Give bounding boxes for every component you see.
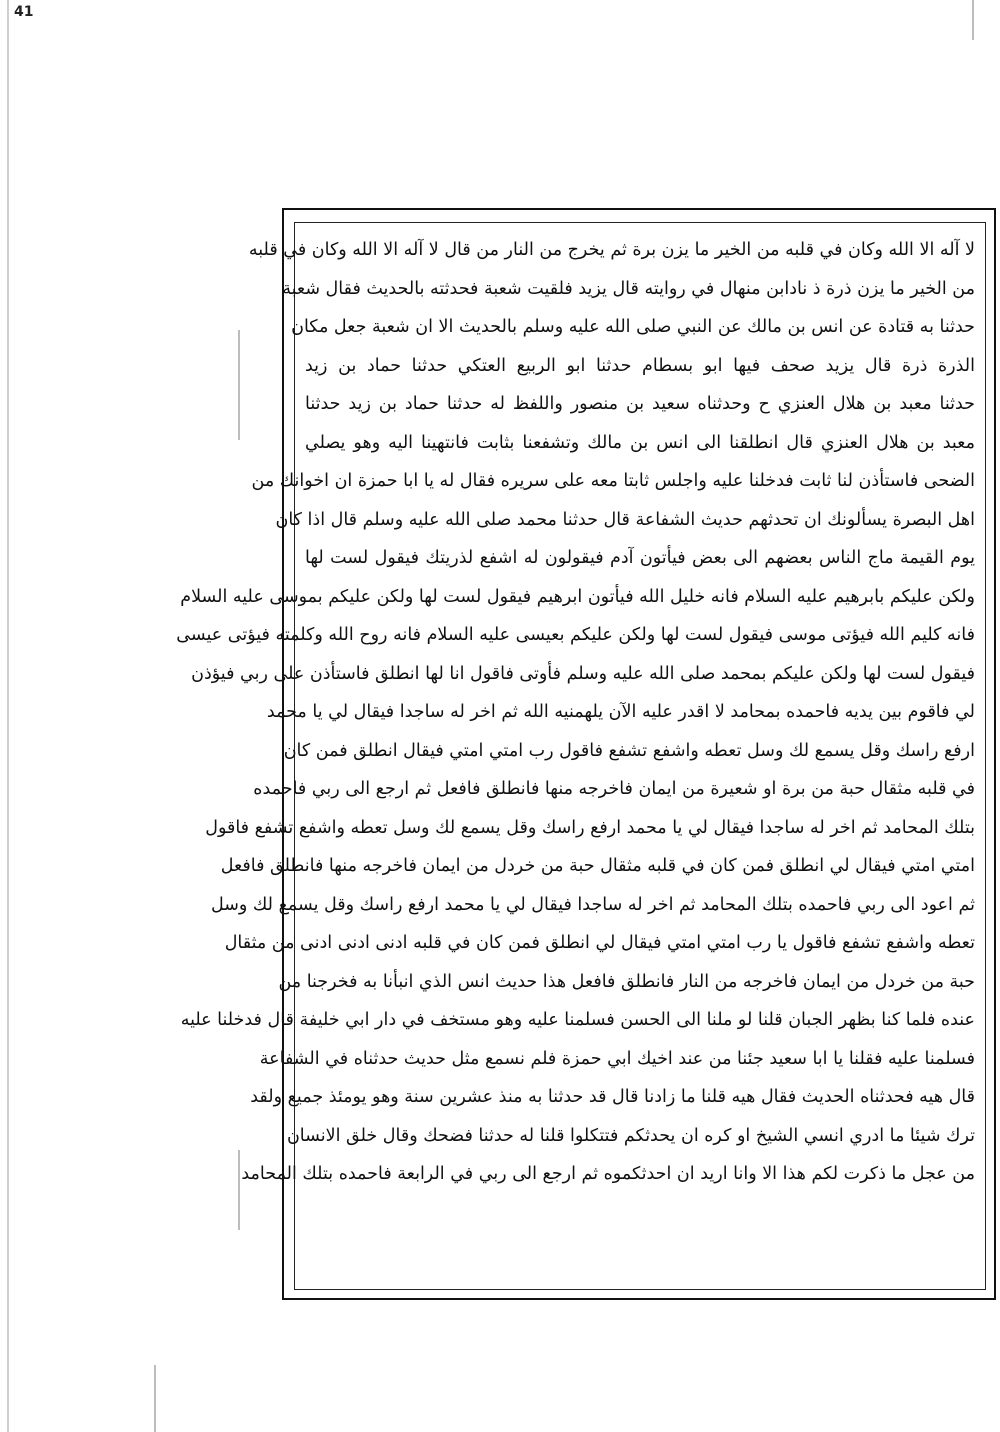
manuscript-line: لا آله الا الله وكان في قلبه من الخير ما يزن برة ثم يخرج من النار من قال لا آله الا الله وكان في قلبه — [248, 240, 975, 260]
manuscript-line: اهل البصرة يسألونك ان تحدثهم حديث الشفاعة قال حدثنا محمد صلى الله عليه وسلم قال اذا كان — [275, 509, 975, 530]
manuscript-line: فانه كليم الله فيؤتى موسى فيقول لست لها ولكن عليكم بعيسى عليه السلام فانه روح الله وكلمته فيؤتى عيسى — [176, 625, 975, 645]
manuscript-line: حدثنا به قتادة عن انس بن مالك عن النبي صلى الله عليه وسلم بالحديث الا ان شعبة جعل مكان — [291, 317, 975, 337]
manuscript-line: عنده فلما كنا بظهر الجبان قلنا لو ملنا الى الحسن فسلمنا عليه وهو مستخف في دار ابي خليفة قال فدخلنا عليه — [180, 1010, 975, 1030]
manuscript-line: من الخير ما يزن ذرة ذ نادابن منهال في روايته قال يزيد فلقيت شعبة فحدثته بالحديث فقال شعبة — [282, 278, 975, 299]
manuscript-line: من عجل ما ذكرت لكم هذا الا وانا اريد ان احدثكموه ثم ارجع الى ربي في الرابعة فاحمده بتلك المحامد — [241, 1164, 975, 1184]
scan-mark — [154, 1365, 156, 1432]
scan-mark — [238, 330, 240, 440]
manuscript-line: حدثنا معبد بن هلال العنزي ح وحدثناه سعيد بن منصور واللفظ له حدثنا حماد بن زيد حدثنا — [305, 394, 975, 414]
manuscript-line: الذرة ذرة قال يزيد صحف فيها ابو بسطام حدثنا ابو الربيع العتكي حدثنا حماد بن زيد — [305, 355, 975, 376]
page-number: 41 — [14, 4, 34, 20]
scan-edge-line — [7, 0, 9, 1432]
manuscript-line: ثم اعود الى ربي فاحمده بتلك المحامد ثم اخر له ساجدا فيقال لي يا محمد ارفع راسك وقل يسمع لك وسل — [211, 894, 975, 915]
manuscript-line: ارفع راسك وقل يسمع لك وسل تعطه واشفع تشفع فاقول رب امتي امتي فيقال انطلق فمن كان — [283, 740, 975, 761]
manuscript-line: حبة من خردل من ايمان فاخرجه من النار فانطلق فافعل هذا حديث انس الذي انبأنا به فخرجنا من — [278, 971, 975, 992]
manuscript-line: تعطه واشفع تشفع فاقول يا رب امتي امتي فيقال لي انطلق فمن كان في قلبه ادنى ادنى ادنى من مثقال — [224, 933, 975, 953]
manuscript-line: يوم القيمة ماج الناس بعضهم الى بعض فيأتون آدم فيقولون له اشفع لذريتك فيقول لست لها — [305, 548, 975, 568]
manuscript-line: ولكن عليكم بابرهيم عليه السلام فانه خليل الله فيأتون ابرهيم فيقول لست لها ولكن عليكم بموسى عليه السلام — [180, 586, 975, 607]
manuscript-line: فسلمنا عليه فقلنا يا ابا سعيد جئنا من عند اخيك ابي حمزة فلم نسمع مثل حديث حدثناه في الشفاعة — [259, 1048, 975, 1069]
manuscript-line: قال هيه فحدثناه الحديث فقال هيه قلنا ما زادنا قال قد حدثنا به منذ عشرين سنة وهو يومئذ جميع ولقد — [250, 1087, 975, 1107]
manuscript-line: بتلك المحامد ثم اخر له ساجدا فيقال لي يا محمد ارفع راسك وقل يسمع لك وسل تعطه واشفع تشفع فاقول — [205, 817, 975, 838]
scan-mark — [972, 0, 974, 40]
manuscript-line: الضحى فاستأذن لنا ثابت فدخلنا عليه واجلس ثابتا معه على سريره فقال له يا ابا حمزة ان اخوانك من — [251, 471, 975, 491]
manuscript-text-block — [176, 222, 986, 1290]
manuscript-line: ترك شيئا ما ادري انسي الشيخ او كره ان يحدثكم فتتكلوا قلنا له حدثنا فضحك وقال خلق الانسان — [286, 1125, 975, 1146]
manuscript-line: في قلبه مثقال حبة من برة او شعيرة من ايمان فاخرجه منها فانطلق فافعل ثم ارجع الى ربي فاحمده — [253, 779, 975, 799]
manuscript-line: لي فاقوم بين يديه فاحمده بمحامد لا اقدر عليه الآن يلهمنيه الله ثم اخر له ساجدا فيقال لي يا محمد — [266, 702, 975, 722]
manuscript-line: فيقول لست لها ولكن عليكم بمحمد صلى الله عليه وسلم فأوتى فاقول انا لها انطلق فاستأذن على ربي فيؤذن — [191, 663, 975, 684]
manuscript-line: امتي امتي فيقال لي انطلق فمن كان في قلبه مثقال حبة من خردل من ايمان فاخرجه منها فانطلق فافعل — [220, 856, 975, 876]
manuscript-line: معبد بن هلال العنزي قال انطلقنا الى انس بن مالك وتشفعنا بثابت فانتهينا اليه وهو يصلي — [305, 432, 975, 453]
scan-mark — [238, 1150, 240, 1230]
